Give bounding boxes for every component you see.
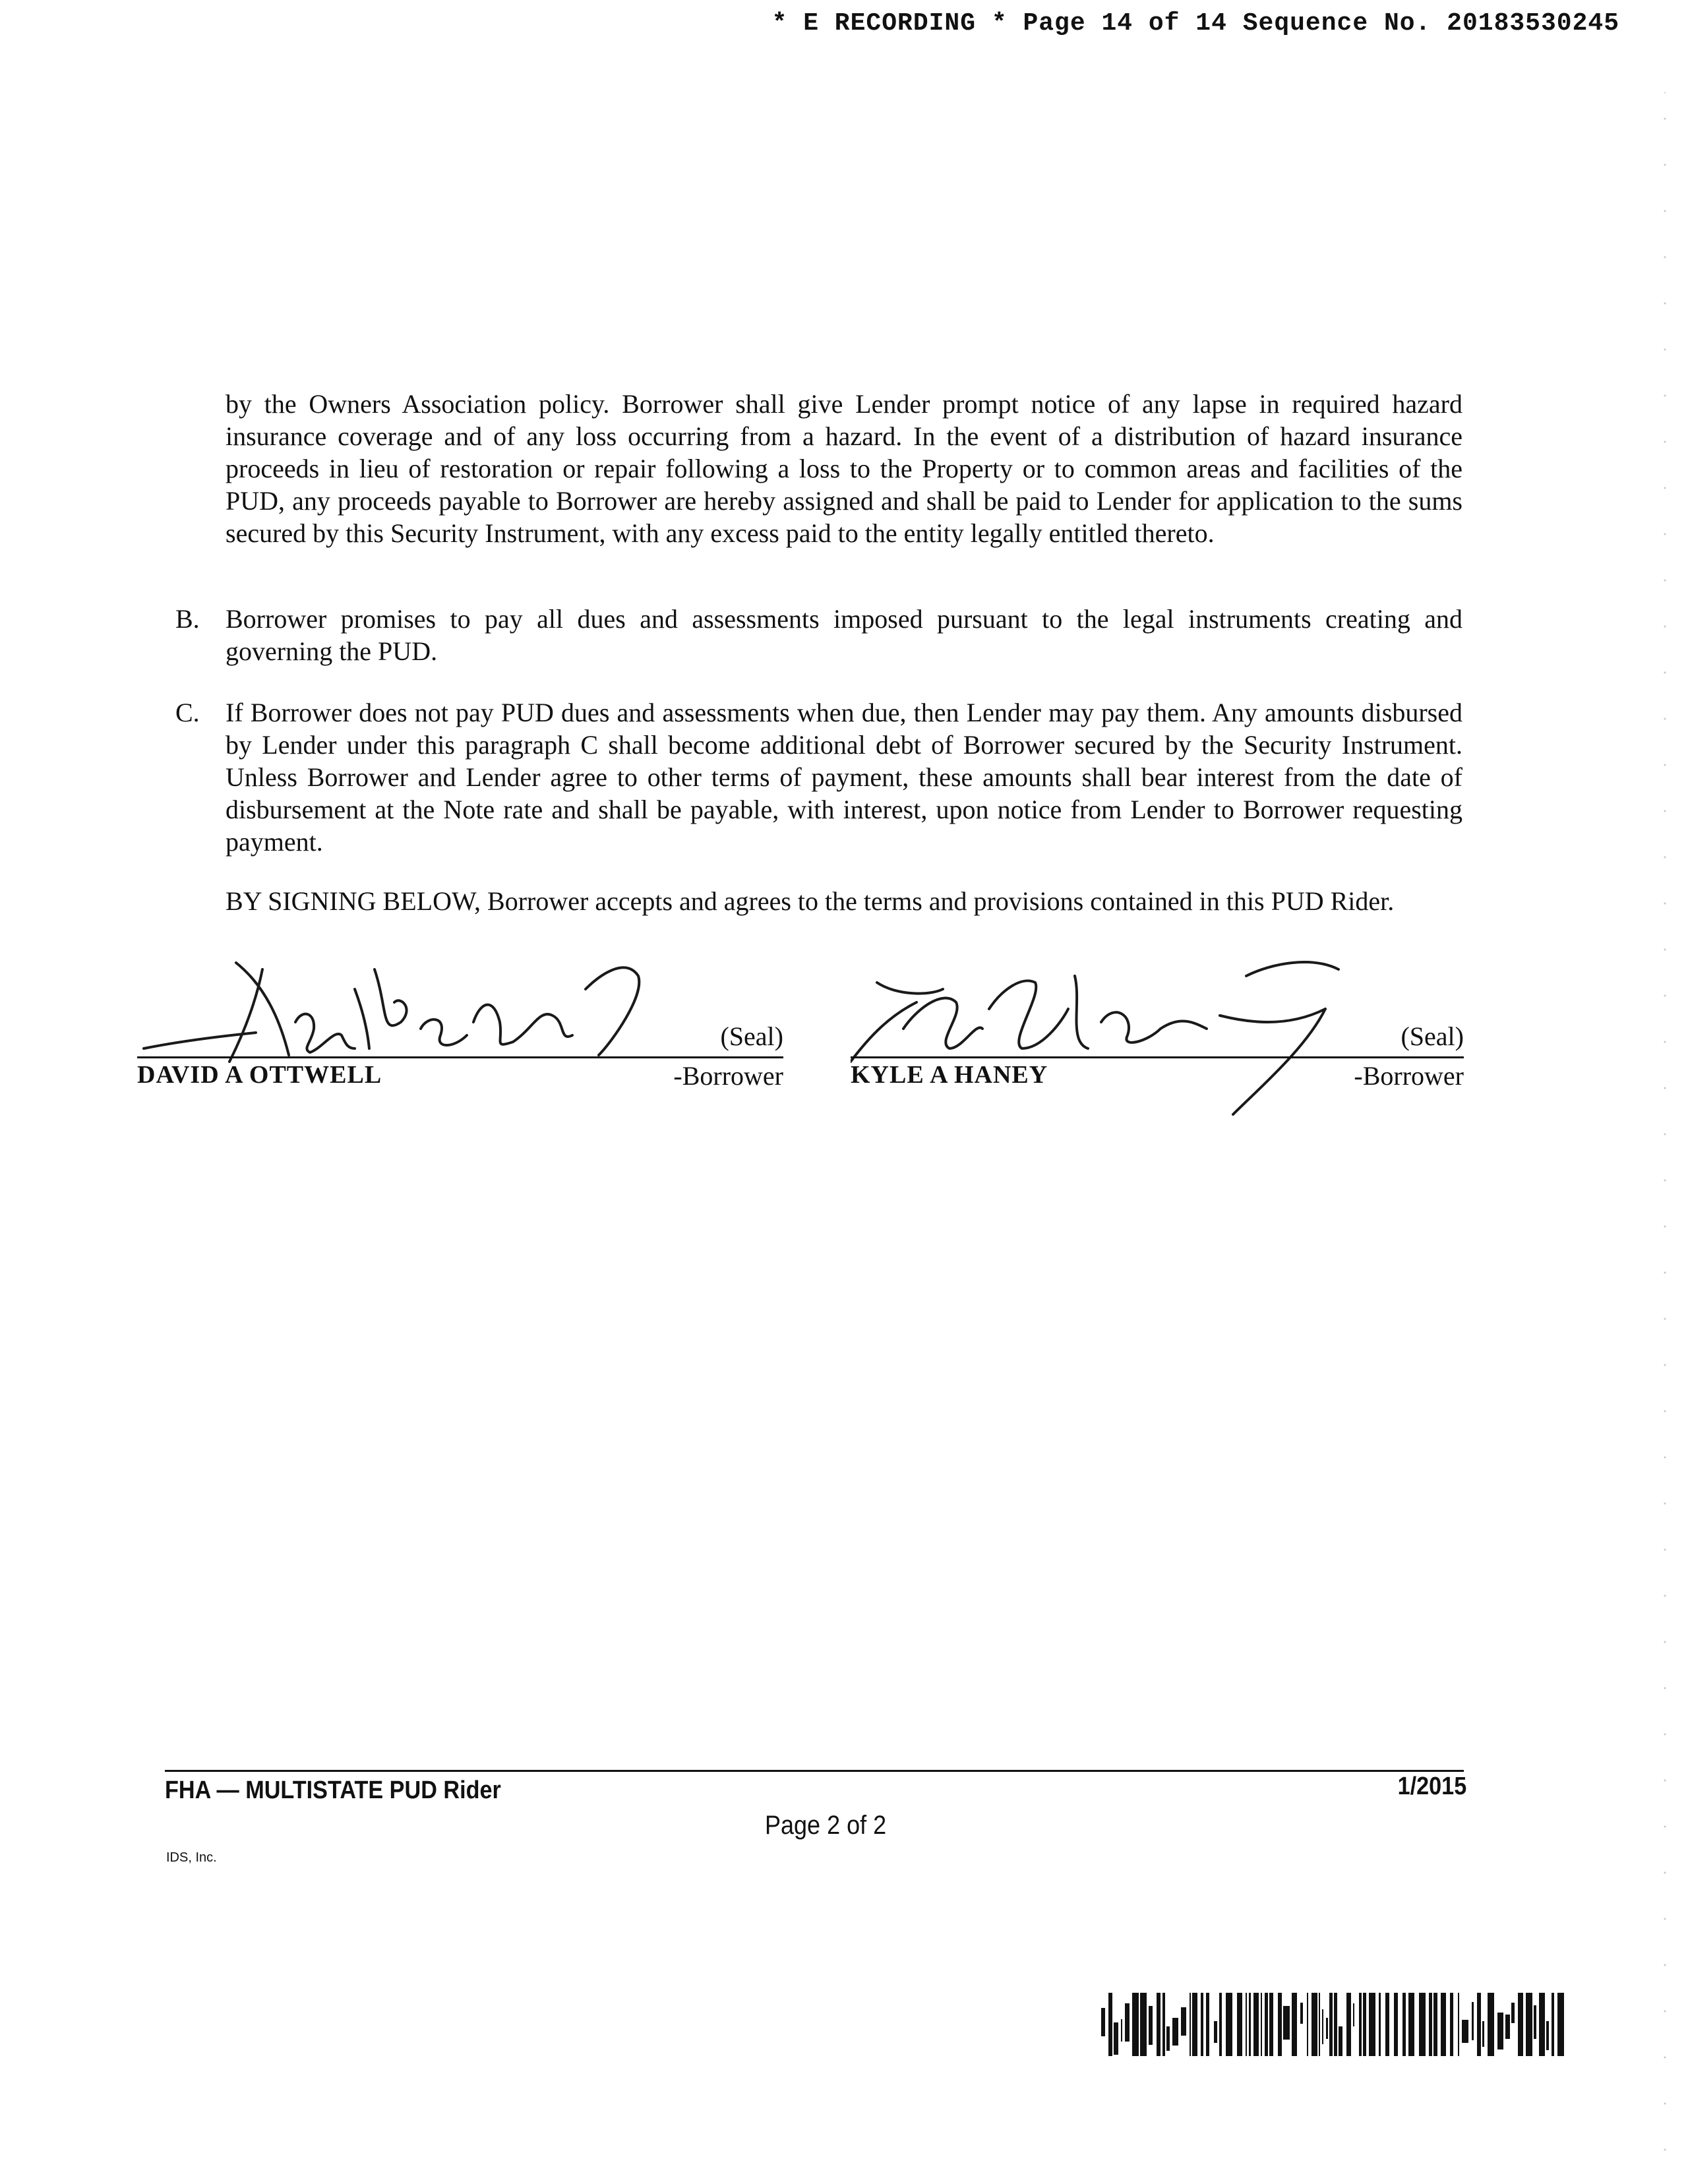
barcode-bar [1505,2015,1510,2039]
scan-dot [1664,2103,1666,2105]
barcode-bar [1108,1993,1112,2056]
item-c [175,696,1462,858]
acceptance-paragraph: BY SIGNING BELOW, Borrower accepts and agrees to the terms and provisions contained in this PUD Rider. [226,886,1395,916]
barcode-bar [1162,1993,1165,2056]
barcode-bar [1311,1993,1317,2056]
barcode-bar [1181,2007,1186,2036]
scan-dot [1664,1087,1666,1089]
barcode-bar [1546,2021,1549,2050]
scan-dot [1664,487,1666,489]
barcode-bar [1201,1993,1203,2056]
item-b-text: Borrower promises to pay all dues and assessments imposed pursuant to the legal instruments creating and governing the PUD. [226,604,1462,666]
item-b-letter: B. [175,604,200,634]
barcode-bar [1329,1993,1333,2056]
barcode-bar [1534,2005,1536,2039]
scan-dot [1664,1180,1666,1182]
footer-form-title: FHA — MULTISTATE PUD Rider [165,1776,501,1804]
barcode-bar [1552,1993,1554,2056]
scan-dot [1664,626,1666,628]
signature-line [137,1056,783,1058]
barcode-bar [1269,1993,1273,2056]
barcode-bar [1206,1993,1209,2056]
scan-dot [1664,903,1666,905]
barcode-bar [1319,1993,1320,2056]
scan-dot [1664,210,1666,212]
barcode-bar [1326,2018,1328,2039]
hazard-insurance-paragraph: by the Owners Association policy. Borrower shall give Lender prompt notice of any lapse in required hazard insurance coverage and of any loss occurring from a hazard. In the event of a distribution of hazard insurance proceeds in lieu of restoration or repair following a loss to the Property or to common areas and facilities of the PUD, any proceeds payable to Borrower are hereby assigned and shall be paid to Lender for application to the sums secured by this Security Instrument, with any excess paid to the entity legally entitled thereto. [226,389,1462,548]
scan-dot [1664,1826,1666,1828]
barcode-bar [1419,1993,1426,2056]
barcode-bar [1346,1993,1351,2056]
footer-rule [165,1770,1464,1772]
vendor-label: IDS, Inc. [166,1850,217,1865]
barcode-bar [1482,2021,1484,2047]
signer-name: KYLE A HANEY [851,1061,1048,1089]
scan-dot [1664,1041,1666,1043]
barcode-bar [1190,1993,1191,2056]
barcode-bar [1283,2006,1290,2040]
scan-dot [1664,1964,1666,1966]
scan-dot [1664,672,1666,674]
barcode-bar [1157,1993,1160,2056]
scan-dot [1664,1503,1666,1505]
barcode-bar [1477,1993,1481,2056]
signer-name: DAVID A OTTWELL [137,1061,382,1089]
scan-dot [1664,303,1666,305]
barcode-bar [1402,1993,1406,2056]
barcode-bar [1237,1993,1242,2056]
scan-dot [1664,1687,1666,1689]
barcode-bar [1261,1993,1262,2056]
barcode-bar [1408,1993,1414,2056]
barcode [1101,1993,1569,2056]
barcode-bar [1278,1993,1282,2056]
barcode-bar [1353,2003,1354,2026]
scan-dot [1664,118,1666,120]
barcode-bar [1433,1993,1437,2056]
signature-block-haney [851,950,1464,1101]
barcode-bar [1488,1993,1494,2056]
scan-dot [1664,1780,1666,1782]
scan-dot [1664,533,1666,535]
barcode-bar [1518,1993,1523,2056]
barcode-bar [1450,1993,1453,2056]
barcode-bar [1472,2002,1474,2040]
scan-margin-dots [1662,92,1668,2176]
footer-form-date: 1/2015 [1397,1773,1466,1800]
barcode-bar [1322,2009,1323,2044]
barcode-bar [1334,1993,1337,2056]
barcode-bar [1253,1993,1259,2056]
barcode-bar [1462,2020,1468,2043]
barcode-bar [1140,1993,1147,2056]
scan-dot [1664,764,1666,766]
scan-dot [1664,395,1666,397]
scan-dot [1664,92,1666,94]
barcode-bar [1114,2022,1118,2055]
barcode-bar [1219,1993,1222,2056]
barcode-bar [1307,1993,1308,2056]
scan-dot [1664,1595,1666,1597]
barcode-bar [1458,1993,1459,2056]
barcode-bar [1265,1993,1268,2056]
scan-dot [1664,441,1666,443]
footer-page-number: Page 2 of 2 [765,1811,887,1840]
barcode-bar [1394,1993,1398,2056]
scan-dot [1664,718,1666,720]
barcode-bar [1132,1993,1139,2056]
scan-dot [1664,949,1666,951]
scan-dot [1664,580,1666,582]
scan-dot [1664,995,1666,997]
seal-label: (Seal) [720,1021,783,1051]
barcode-bar [1292,1993,1297,2056]
barcode-bar [1192,1993,1197,2056]
barcode-bar [1166,2026,1170,2051]
barcode-bar [1511,2003,1515,2023]
barcode-bar [1149,2006,1153,2045]
scan-dot [1664,257,1666,258]
scan-dot [1664,1272,1666,1274]
barcode-bar [1300,2003,1303,2024]
barcode-bar [1339,2026,1342,2056]
scan-dot [1664,810,1666,812]
barcode-bar [1557,1993,1564,2056]
barcode-bar [1497,2013,1503,2049]
barcode-bar [1363,1993,1366,2056]
scan-dot [1664,1318,1666,1320]
item-c-letter: C. [175,698,200,727]
recording-header: * E RECORDING * Page 14 of 14 Sequence No. 20183530245 [771,9,1619,38]
barcode-bar [1226,1993,1232,2056]
barcode-bar [1246,1993,1247,2056]
scan-dot [1664,857,1666,859]
handwritten-signature-haney [851,950,1464,1128]
scan-dot [1664,2011,1666,2013]
barcode-bar [1369,1993,1375,2056]
barcode-bar [1101,2008,1105,2036]
barcode-bar [1526,1993,1532,2056]
barcode-bar [1359,1993,1362,2056]
scan-dot [1664,1641,1666,1643]
scan-dot [1664,2057,1666,2059]
scan-dot [1664,1918,1666,1920]
scan-dot [1664,1134,1666,1136]
scan-dot [1664,1226,1666,1228]
item-c-text: If Borrower does not pay PUD dues and assessments when due, then Lender may pay them. Any amounts disbursed by Lender under this paragraph C shall become additional debt of Borrower secured by the Security Instrument. Unless Borrower and Lender agree to other terms of payment, these amounts shall bear interest from the date of disbursement at the Note rate and shall be payable, with interest, upon notice from Lender to Borrower requesting payment. [226,698,1462,857]
scan-dot [1664,1734,1666,1736]
barcode-bar [1249,1993,1251,2056]
barcode-bar [1429,1993,1432,2056]
barcode-bar [1121,2019,1122,2042]
barcode-bar [1385,1993,1389,2056]
scan-dot [1664,164,1666,166]
scan-dot [1664,349,1666,351]
barcode-bar [1441,1993,1446,2056]
scan-dot [1664,1457,1666,1459]
barcode-bar [1125,2003,1130,2042]
barcode-bar [1539,1993,1545,2056]
signature-block-ottwell [137,950,783,1101]
scan-dot [1664,1364,1666,1366]
scan-dot [1664,1410,1666,1412]
scan-dot [1664,1872,1666,1874]
scan-dot [1664,2149,1666,2151]
signer-role: -Borrower [673,1061,783,1091]
item-b [175,603,1462,667]
barcode-bar [1214,2021,1217,2043]
seal-label: (Seal) [1401,1021,1464,1051]
barcode-bar [1379,1993,1381,2056]
barcode-bar [1172,2018,1178,2046]
signature-line [851,1056,1464,1058]
scan-dot [1664,1549,1666,1551]
signer-role: -Borrower [1354,1061,1464,1091]
